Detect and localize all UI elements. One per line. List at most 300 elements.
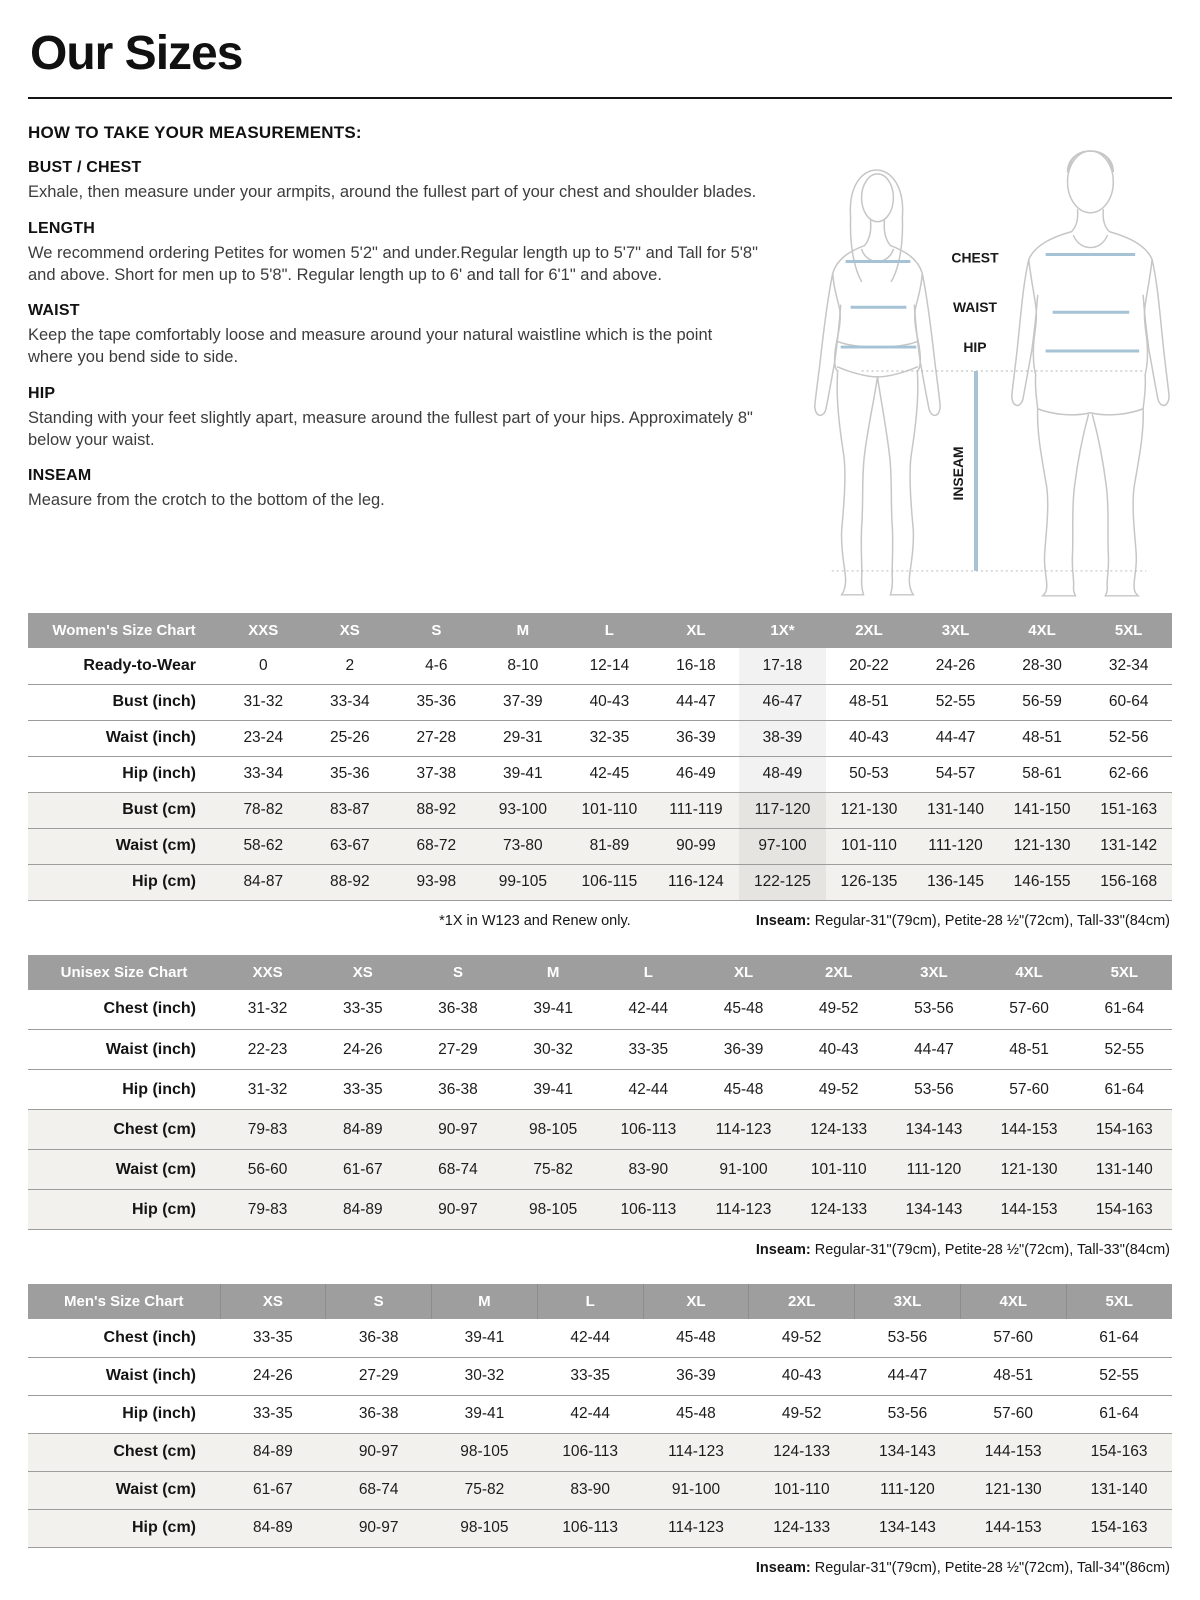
size-value-cell: 40-43 [791, 1030, 886, 1070]
measurement-section-text: Standing with your feet slightly apart, measure around the fullest part of your hips. Approximately 8" below your waist. [28, 408, 753, 449]
row-label: Hip (inch) [28, 1395, 220, 1433]
size-value-cell: 24-26 [220, 1357, 326, 1395]
size-value-cell: 121-130 [999, 828, 1086, 864]
size-value-cell: 98-105 [506, 1190, 601, 1230]
measurement-section [28, 302, 766, 369]
size-value-cell: 56-60 [220, 1150, 315, 1190]
table-footnotes [28, 913, 1170, 929]
size-value-cell: 131-140 [912, 792, 999, 828]
size-value-cell: 144-153 [982, 1190, 1077, 1230]
page-title: Our Sizes [30, 27, 243, 80]
size-value-cell: 97-100 [739, 828, 826, 864]
size-value-cell: 79-83 [220, 1190, 315, 1230]
size-value-cell: 84-89 [315, 1190, 410, 1230]
size-value-cell: 36-39 [643, 1357, 749, 1395]
size-value-cell: 131-140 [1066, 1471, 1172, 1509]
size-value-cell: 27-29 [326, 1357, 432, 1395]
size-value-cell: 31-32 [220, 1070, 315, 1110]
size-value-cell: 84-89 [220, 1509, 326, 1547]
size-value-cell: 114-123 [696, 1190, 791, 1230]
size-value-cell: 90-97 [410, 1190, 505, 1230]
body-measurement-illustration [774, 119, 1172, 599]
size-value-cell: 33-35 [315, 1070, 410, 1110]
size-value-cell: 46-49 [653, 756, 740, 792]
size-value-cell: 88-92 [393, 792, 480, 828]
measurement-section [28, 220, 766, 287]
hip-label: HIP [963, 339, 987, 356]
size-value-cell: 37-39 [480, 684, 567, 720]
size-column-header: XXS [220, 613, 307, 648]
size-value-cell: 154-163 [1077, 1110, 1172, 1150]
size-value-cell: 32-35 [566, 720, 653, 756]
size-value-cell: 124-133 [791, 1190, 886, 1230]
footnote-inseam-text: Regular-31"(79cm), Petite-28 ½"(72cm), Tall-33"(84cm) [810, 912, 1170, 929]
size-value-cell: 106-115 [566, 864, 653, 900]
size-value-cell: 53-56 [886, 990, 981, 1030]
size-column-header: 4XL [982, 955, 1077, 990]
table-row [28, 1357, 1172, 1395]
size-value-cell: 117-120 [739, 792, 826, 828]
size-value-cell: 116-124 [653, 864, 740, 900]
size-value-cell: 42-45 [566, 756, 653, 792]
table-title: Unisex Size Chart [28, 955, 220, 990]
size-value-cell: 131-140 [1077, 1150, 1172, 1190]
size-value-cell: 30-32 [432, 1357, 538, 1395]
size-column-header: 3XL [886, 955, 981, 990]
title-divider [28, 97, 1172, 99]
size-value-cell: 101-110 [826, 828, 913, 864]
size-value-cell: 33-35 [537, 1357, 643, 1395]
table-footnotes [28, 1560, 1170, 1576]
size-value-cell: 141-150 [999, 792, 1086, 828]
measurement-section-title: WAIST [28, 302, 80, 320]
size-value-cell: 45-48 [696, 1070, 791, 1110]
size-value-cell: 75-82 [432, 1471, 538, 1509]
unisex-size-chart-table [28, 955, 1172, 1231]
size-value-cell: 93-98 [393, 864, 480, 900]
size-value-cell: 57-60 [960, 1319, 1066, 1357]
size-value-cell: 36-39 [696, 1030, 791, 1070]
size-value-cell: 126-135 [826, 864, 913, 900]
footnote-1x-note: *1X in W123 and Renew only. [439, 912, 631, 929]
size-value-cell: 84-87 [220, 864, 307, 900]
size-column-header: M [432, 1284, 538, 1319]
measurement-section [28, 385, 766, 452]
size-value-cell: 49-52 [749, 1319, 855, 1357]
size-value-cell: 79-83 [220, 1110, 315, 1150]
measurement-section-title: LENGTH [28, 219, 95, 237]
row-label: Waist (inch) [28, 1357, 220, 1395]
size-column-header: 4XL [960, 1284, 1066, 1319]
size-value-cell: 68-74 [410, 1150, 505, 1190]
measurement-section-title: INSEAM [28, 467, 92, 485]
size-value-cell: 33-35 [601, 1030, 696, 1070]
size-column-header: XL [696, 955, 791, 990]
row-label: Waist (cm) [28, 1150, 220, 1190]
instruction-sections [28, 159, 766, 512]
size-value-cell: 46-47 [739, 684, 826, 720]
men-size-chart [28, 1284, 1172, 1576]
size-value-cell: 42-44 [601, 990, 696, 1030]
size-value-cell: 57-60 [982, 1070, 1077, 1110]
size-value-cell: 61-64 [1077, 1070, 1172, 1110]
footnote-inseam-text: Regular-31"(79cm), Petite-28 ½"(72cm), Tall-33"(84cm) [810, 1242, 1170, 1258]
table-row [28, 1030, 1172, 1070]
men-size-chart-table [28, 1284, 1172, 1548]
size-value-cell: 48-51 [999, 720, 1086, 756]
row-label: Waist (cm) [28, 828, 220, 864]
measurement-section-text: Exhale, then measure under your armpits, around the fullest part of your chest and shoulder blades. [28, 183, 757, 201]
size-value-cell: 35-36 [307, 756, 394, 792]
measurement-section-title: BUST / CHEST [28, 159, 142, 176]
size-value-cell: 39-41 [432, 1395, 538, 1433]
size-value-cell: 151-163 [1085, 792, 1172, 828]
row-label: Chest (inch) [28, 1319, 220, 1357]
size-value-cell: 42-44 [601, 1070, 696, 1110]
table-row [28, 792, 1172, 828]
size-value-cell: 0 [220, 648, 307, 684]
measurement-section-text: We recommend ordering Petites for women 5'2" and under.Regular length up to 5'7" and Tall for 5'8" and above. Short for men up to 5'8". Regular length up to 6' and tall for 6'1" and above. [28, 243, 758, 284]
size-value-cell: 56-59 [999, 684, 1086, 720]
size-value-cell: 61-64 [1066, 1395, 1172, 1433]
size-value-cell: 90-97 [326, 1433, 432, 1471]
size-value-cell: 24-26 [912, 648, 999, 684]
size-value-cell: 49-52 [791, 990, 886, 1030]
size-charts [28, 613, 1172, 1576]
footnote-inseam-label: Inseam: [755, 1242, 811, 1258]
row-label: Bust (inch) [28, 684, 220, 720]
size-column-header: S [326, 1284, 432, 1319]
size-value-cell: 124-133 [791, 1110, 886, 1150]
footnote-inseam-label: Inseam: [755, 1559, 811, 1576]
size-value-cell: 24-26 [315, 1030, 410, 1070]
size-value-cell: 93-100 [480, 792, 567, 828]
size-value-cell: 84-89 [220, 1433, 326, 1471]
unisex-size-chart [28, 955, 1172, 1259]
size-value-cell: 134-143 [886, 1190, 981, 1230]
size-column-header: L [537, 1284, 643, 1319]
size-value-cell: 114-123 [643, 1433, 749, 1471]
size-value-cell: 106-113 [537, 1509, 643, 1547]
size-value-cell: 121-130 [826, 792, 913, 828]
size-column-header: 5XL [1066, 1284, 1172, 1319]
size-value-cell: 48-49 [739, 756, 826, 792]
size-value-cell: 39-41 [506, 990, 601, 1030]
size-value-cell: 154-163 [1066, 1433, 1172, 1471]
size-value-cell: 134-143 [886, 1110, 981, 1150]
measurement-section [28, 467, 766, 512]
measurement-section-title: HIP [28, 384, 56, 402]
size-value-cell: 29-31 [480, 720, 567, 756]
size-value-cell: 131-142 [1085, 828, 1172, 864]
size-value-cell: 45-48 [643, 1395, 749, 1433]
size-value-cell: 134-143 [855, 1509, 961, 1547]
size-value-cell: 42-44 [537, 1395, 643, 1433]
size-value-cell: 53-56 [855, 1319, 961, 1357]
size-value-cell: 45-48 [643, 1319, 749, 1357]
size-value-cell: 101-110 [566, 792, 653, 828]
measurement-section-text: Measure from the crotch to the bottom of the leg. [28, 491, 385, 510]
size-value-cell: 27-28 [393, 720, 480, 756]
size-value-cell: 22-23 [220, 1030, 315, 1070]
size-value-cell: 35-36 [393, 684, 480, 720]
size-column-header: M [480, 613, 567, 648]
size-value-cell: 48-51 [826, 684, 913, 720]
size-column-header: M [506, 955, 601, 990]
size-value-cell: 32-34 [1085, 648, 1172, 684]
row-label: Waist (inch) [28, 720, 220, 756]
footnote-inseam [756, 1560, 1170, 1576]
size-value-cell: 121-130 [960, 1471, 1066, 1509]
table-row [28, 756, 1172, 792]
size-value-cell: 106-113 [601, 1190, 696, 1230]
footnote-inseam [756, 913, 1170, 929]
size-value-cell: 122-125 [739, 864, 826, 900]
size-value-cell: 78-82 [220, 792, 307, 828]
size-value-cell: 111-119 [653, 792, 740, 828]
size-value-cell: 44-47 [855, 1357, 961, 1395]
size-value-cell: 33-35 [220, 1395, 326, 1433]
size-value-cell: 54-57 [912, 756, 999, 792]
size-value-cell: 45-48 [696, 990, 791, 1030]
size-value-cell: 48-51 [960, 1357, 1066, 1395]
row-label: Hip (cm) [28, 864, 220, 900]
size-value-cell: 36-38 [326, 1319, 432, 1357]
size-value-cell: 33-34 [220, 756, 307, 792]
size-column-header: XL [643, 1284, 749, 1319]
women-size-chart [28, 613, 1172, 929]
size-column-header: 4XL [999, 613, 1086, 648]
size-value-cell: 144-153 [960, 1433, 1066, 1471]
table-row [28, 1070, 1172, 1110]
row-label: Hip (inch) [28, 1070, 220, 1110]
table-row [28, 864, 1172, 900]
size-value-cell: 114-123 [696, 1110, 791, 1150]
size-value-cell: 44-47 [886, 1030, 981, 1070]
size-value-cell: 68-74 [326, 1471, 432, 1509]
size-value-cell: 98-105 [432, 1509, 538, 1547]
size-column-header: L [566, 613, 653, 648]
size-value-cell: 156-168 [1085, 864, 1172, 900]
size-column-header: XXS [220, 955, 315, 990]
size-value-cell: 61-64 [1077, 990, 1172, 1030]
table-row [28, 1471, 1172, 1509]
measurements-section [28, 117, 1172, 599]
size-value-cell: 2 [307, 648, 394, 684]
size-value-cell: 52-56 [1085, 720, 1172, 756]
size-value-cell: 4-6 [393, 648, 480, 684]
size-value-cell: 154-163 [1066, 1509, 1172, 1547]
inseam-label: INSEAM [950, 446, 967, 501]
size-column-header: 3XL [855, 1284, 961, 1319]
row-label: Chest (cm) [28, 1433, 220, 1471]
size-value-cell: 40-43 [566, 684, 653, 720]
size-value-cell: 31-32 [220, 684, 307, 720]
table-row [28, 648, 1172, 684]
size-value-cell: 30-32 [506, 1030, 601, 1070]
size-value-cell: 90-97 [410, 1110, 505, 1150]
size-value-cell: 36-38 [326, 1395, 432, 1433]
size-value-cell: 111-120 [855, 1471, 961, 1509]
size-column-header: XS [220, 1284, 326, 1319]
size-value-cell: 39-41 [506, 1070, 601, 1110]
size-value-cell: 49-52 [749, 1395, 855, 1433]
size-value-cell: 12-14 [566, 648, 653, 684]
size-value-cell: 144-153 [982, 1110, 1077, 1150]
size-value-cell: 68-72 [393, 828, 480, 864]
table-row [28, 720, 1172, 756]
row-label: Waist (inch) [28, 1030, 220, 1070]
size-value-cell: 63-67 [307, 828, 394, 864]
size-value-cell: 73-80 [480, 828, 567, 864]
size-value-cell: 57-60 [960, 1395, 1066, 1433]
row-label: Ready-to-Wear [28, 648, 220, 684]
size-value-cell: 38-39 [739, 720, 826, 756]
woman-figure-outline [815, 170, 940, 595]
size-value-cell: 61-67 [315, 1150, 410, 1190]
size-column-header: 2XL [826, 613, 913, 648]
footnote-inseam-text: Regular-31"(79cm), Petite-28 ½"(72cm), Tall-34"(86cm) [810, 1559, 1170, 1576]
measurement-section-text: Keep the tape comfortably loose and measure around your natural waistline which is the point where you bend side to side. [28, 326, 713, 367]
size-value-cell: 39-41 [480, 756, 567, 792]
size-value-cell: 90-99 [653, 828, 740, 864]
size-value-cell: 53-56 [855, 1395, 961, 1433]
size-value-cell: 101-110 [749, 1471, 855, 1509]
size-value-cell: 91-100 [643, 1471, 749, 1509]
man-figure-outline [1012, 151, 1169, 596]
measurement-diagram [774, 119, 1172, 599]
size-value-cell: 49-52 [791, 1070, 886, 1110]
table-row [28, 828, 1172, 864]
size-value-cell: 40-43 [826, 720, 913, 756]
table-title: Men's Size Chart [28, 1284, 220, 1319]
table-row [28, 1509, 1172, 1547]
table-row [28, 1395, 1172, 1433]
table-row [28, 1319, 1172, 1357]
size-value-cell: 39-41 [432, 1319, 538, 1357]
size-value-cell: 36-39 [653, 720, 740, 756]
size-value-cell: 144-153 [960, 1509, 1066, 1547]
table-row [28, 1150, 1172, 1190]
size-value-cell: 48-51 [982, 1030, 1077, 1070]
size-value-cell: 36-38 [410, 1070, 505, 1110]
size-value-cell: 50-53 [826, 756, 913, 792]
table-title: Women's Size Chart [28, 613, 220, 648]
size-column-header: 1X* [739, 613, 826, 648]
size-value-cell: 106-113 [537, 1433, 643, 1471]
table-row [28, 684, 1172, 720]
size-value-cell: 61-67 [220, 1471, 326, 1509]
size-value-cell: 60-64 [1085, 684, 1172, 720]
size-value-cell: 154-163 [1077, 1190, 1172, 1230]
size-column-header: 2XL [749, 1284, 855, 1319]
size-value-cell: 106-113 [601, 1110, 696, 1150]
footnote-inseam-label: Inseam: [755, 912, 811, 929]
footnote-inseam [756, 1242, 1170, 1258]
measurement-instructions [28, 117, 766, 599]
size-value-cell: 114-123 [643, 1509, 749, 1547]
size-value-cell: 62-66 [1085, 756, 1172, 792]
chest-label: CHEST [951, 249, 999, 266]
size-value-cell: 20-22 [826, 648, 913, 684]
size-value-cell: 81-89 [566, 828, 653, 864]
size-column-header: 5XL [1077, 955, 1172, 990]
size-value-cell: 58-62 [220, 828, 307, 864]
table-footnotes [28, 1242, 1170, 1258]
women-size-chart-table [28, 613, 1172, 901]
waist-label: WAIST [952, 299, 998, 316]
size-column-header: XS [315, 955, 410, 990]
size-value-cell: 83-87 [307, 792, 394, 828]
size-value-cell: 61-64 [1066, 1319, 1172, 1357]
size-column-header: XS [307, 613, 394, 648]
size-value-cell: 101-110 [791, 1150, 886, 1190]
size-value-cell: 44-47 [653, 684, 740, 720]
table-row [28, 1190, 1172, 1230]
size-value-cell: 84-89 [315, 1110, 410, 1150]
size-value-cell: 31-32 [220, 990, 315, 1030]
size-value-cell: 134-143 [855, 1433, 961, 1471]
size-value-cell: 75-82 [506, 1150, 601, 1190]
size-value-cell: 36-38 [410, 990, 505, 1030]
size-column-header: XL [653, 613, 740, 648]
size-value-cell: 58-61 [999, 756, 1086, 792]
size-value-cell: 8-10 [480, 648, 567, 684]
table-row [28, 1433, 1172, 1471]
size-value-cell: 52-55 [1077, 1030, 1172, 1070]
row-label: Chest (cm) [28, 1110, 220, 1150]
size-value-cell: 25-26 [307, 720, 394, 756]
size-column-header: L [601, 955, 696, 990]
row-label: Chest (inch) [28, 990, 220, 1030]
size-column-header: S [410, 955, 505, 990]
measurement-section [28, 159, 766, 204]
size-value-cell: 99-105 [480, 864, 567, 900]
table-row [28, 1110, 1172, 1150]
size-value-cell: 91-100 [696, 1150, 791, 1190]
size-value-cell: 28-30 [999, 648, 1086, 684]
size-value-cell: 83-90 [601, 1150, 696, 1190]
size-value-cell: 111-120 [912, 828, 999, 864]
size-value-cell: 124-133 [749, 1509, 855, 1547]
size-column-header: S [393, 613, 480, 648]
size-column-header: 5XL [1085, 613, 1172, 648]
row-label: Hip (cm) [28, 1190, 220, 1230]
instructions-heading: HOW TO TAKE YOUR MEASUREMENTS: [28, 123, 362, 142]
size-value-cell: 83-90 [537, 1471, 643, 1509]
size-column-header: 3XL [912, 613, 999, 648]
size-value-cell: 27-29 [410, 1030, 505, 1070]
size-value-cell: 23-24 [220, 720, 307, 756]
size-value-cell: 42-44 [537, 1319, 643, 1357]
size-value-cell: 136-145 [912, 864, 999, 900]
size-value-cell: 111-120 [886, 1150, 981, 1190]
size-value-cell: 53-56 [886, 1070, 981, 1110]
size-value-cell: 33-34 [307, 684, 394, 720]
size-value-cell: 52-55 [912, 684, 999, 720]
size-value-cell: 57-60 [982, 990, 1077, 1030]
size-value-cell: 33-35 [315, 990, 410, 1030]
size-value-cell: 146-155 [999, 864, 1086, 900]
row-label: Waist (cm) [28, 1471, 220, 1509]
size-value-cell: 88-92 [307, 864, 394, 900]
size-value-cell: 98-105 [506, 1110, 601, 1150]
row-label: Bust (cm) [28, 792, 220, 828]
size-value-cell: 16-18 [653, 648, 740, 684]
row-label: Hip (inch) [28, 756, 220, 792]
size-value-cell: 17-18 [739, 648, 826, 684]
size-value-cell: 37-38 [393, 756, 480, 792]
